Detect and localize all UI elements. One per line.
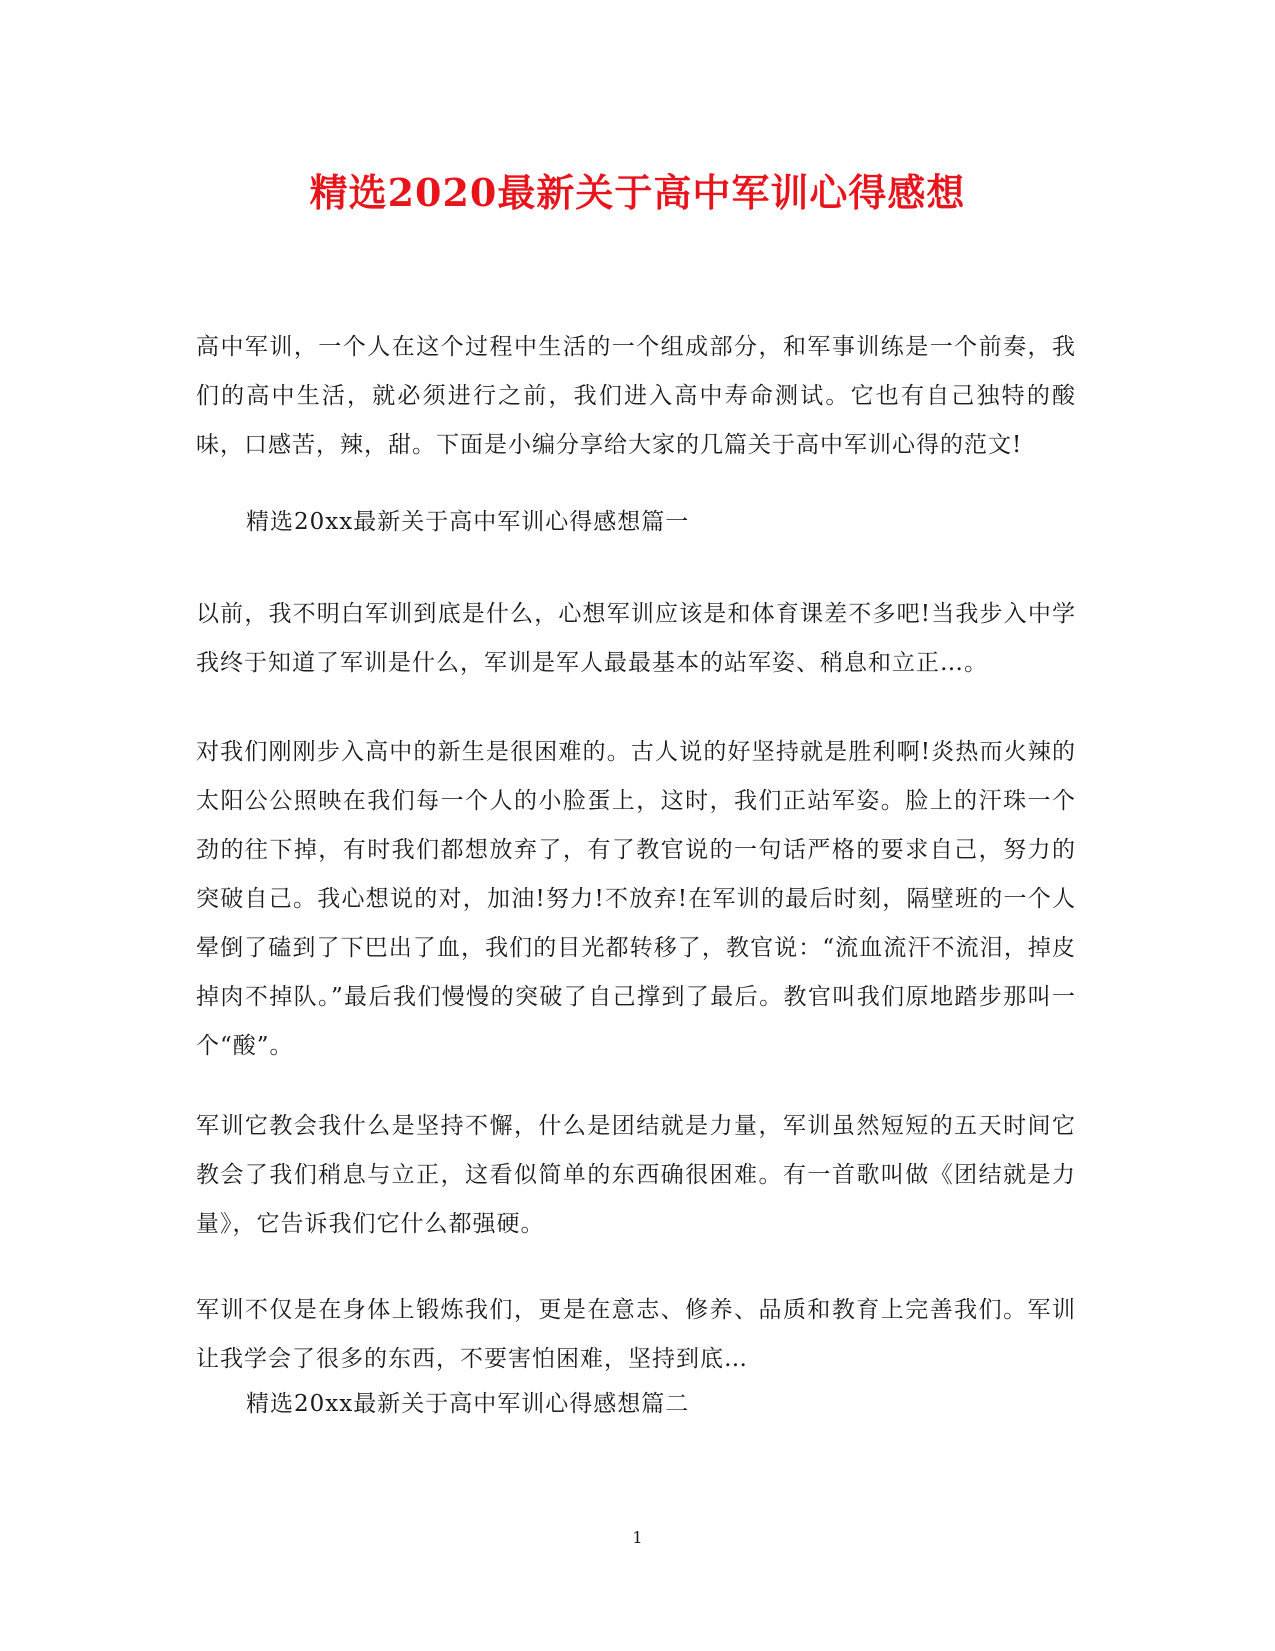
section-heading-2: 精选20xx最新关于高中军训心得感想篇二	[246, 1391, 690, 1417]
document-title: 精选2020最新关于高中军训心得感想	[309, 170, 966, 215]
paragraph-4: 军训不仅是在身体上锻炼我们，更是在意志、修养、品质和教育上完善我们。军训让我学会了很多的东西，不要害怕困难，坚持到底…	[196, 1297, 1076, 1372]
intro-paragraph: 高中军训，一个人在这个过程中生活的一个组成部分，和军事训练是一个前奏，我们的高中生活，就必须进行之前，我们进入高中寿命测试。它也有自己独特的酸味，口感苦，辣，甜。下面是小编分享给大家的几篇关于高中军训心得的范文!	[196, 334, 1076, 458]
section-heading-1: 精选20xx最新关于高中军训心得感想篇一	[246, 509, 690, 535]
page-number: 1	[632, 1528, 643, 1547]
paragraph-2: 对我们刚刚步入高中的新生是很困难的。古人说的好坚持就是胜利啊!炎热而火辣的太阳公公照映在我们每一个人的小脸蛋上，这时，我们正站军姿。脸上的汗珠一个劲的往下掉，有时我们都想放弃了，有了教官说的一句话严格的要求自己，努力的突破自己。我心想说的对，加油!努力!不放弃!在军训的最后时刻，隔壁班的一个人晕倒了磕到了下巴出了血，我们的目光都转移了，教官说：“流血流汗不流泪，掉皮掉肉不掉队。”最后我们慢慢的突破了自己撑到了最后。教官叫我们原地踏步那叫一个“酸”。	[196, 739, 1076, 1059]
paragraph-3: 军训它教会我什么是坚持不懈，什么是团结就是力量，军训虽然短短的五天时间它教会了我们稍息与立正，这看似简单的东西确很困难。有一首歌叫做《团结就是力量》，它告诉我们它什么都强硬。	[196, 1113, 1076, 1237]
paragraph-1: 以前，我不明白军训到底是什么，心想军训应该是和体育课差不多吧!当我步入中学我终于知道了军训是什么，军训是军人最最基本的站军姿、稍息和立正…。	[196, 601, 1076, 676]
